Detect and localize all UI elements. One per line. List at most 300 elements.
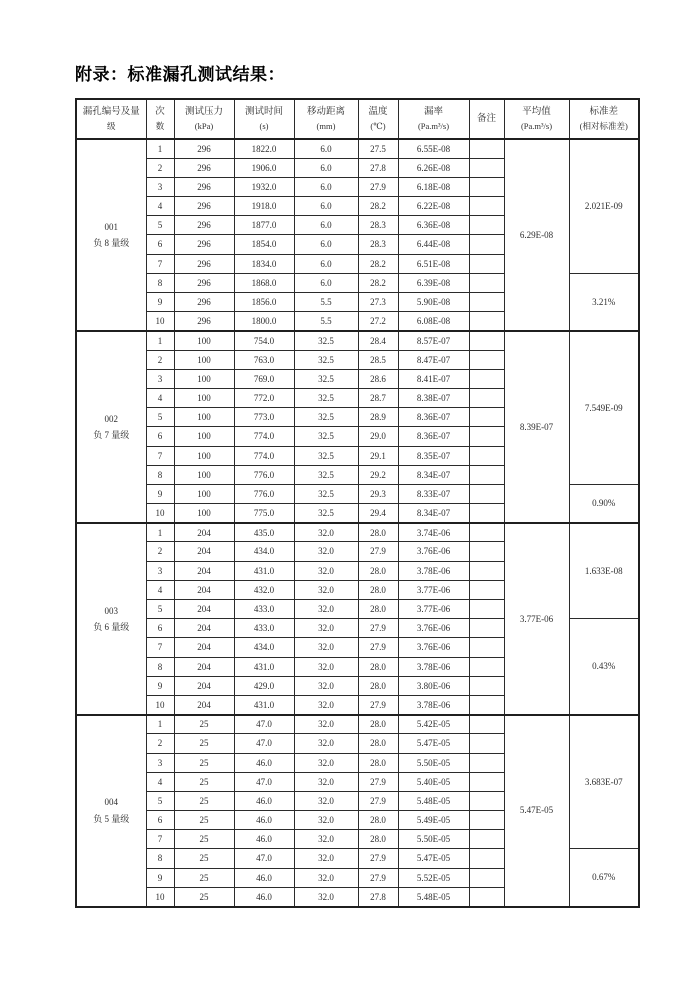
cell-note	[469, 772, 504, 791]
cell-temperature: 27.9	[358, 772, 398, 791]
cell-distance: 32.0	[294, 638, 358, 657]
cell-temperature: 27.8	[358, 887, 398, 906]
cell-pressure: 204	[174, 619, 234, 638]
col-header-stddev-label2: (相对标准差)	[579, 120, 628, 131]
cell-note	[469, 216, 504, 235]
cell-rate: 5.47E-05	[398, 734, 469, 753]
cell-index: 2	[146, 350, 174, 369]
cell-temperature: 28.0	[358, 830, 398, 849]
cell-rate: 8.36E-07	[398, 427, 469, 446]
cell-rate: 3.78E-06	[398, 561, 469, 580]
cell-note	[469, 350, 504, 369]
cell-rate: 5.42E-05	[398, 715, 469, 734]
cell-note	[469, 465, 504, 484]
cell-note	[469, 791, 504, 810]
cell-index: 9	[146, 676, 174, 695]
cell-index: 1	[146, 139, 174, 158]
cell-average: 6.29E-08	[504, 139, 569, 331]
cell-distance: 32.0	[294, 868, 358, 887]
group-label-cell	[76, 523, 146, 715]
cell-time: 435.0	[234, 523, 294, 542]
cell-index: 8	[146, 273, 174, 292]
cell-pressure: 204	[174, 561, 234, 580]
cell-rel-std-dev: 0.90%	[569, 484, 639, 522]
cell-temperature: 29.0	[358, 427, 398, 446]
cell-index: 6	[146, 427, 174, 446]
cell-rate: 5.90E-08	[398, 293, 469, 312]
cell-rate: 6.26E-08	[398, 158, 469, 177]
cell-distance: 6.0	[294, 177, 358, 196]
cell-rel-std-dev: 0.43%	[569, 619, 639, 715]
cell-rel-std-dev: 0.67%	[569, 849, 639, 907]
cell-distance: 32.0	[294, 542, 358, 561]
cell-temperature: 27.5	[358, 139, 398, 158]
cell-note	[469, 600, 504, 619]
cell-temperature: 27.9	[358, 849, 398, 868]
col-header-group-label: 漏孔编号及量	[82, 106, 140, 117]
cell-temperature: 28.3	[358, 235, 398, 254]
cell-pressure: 100	[174, 369, 234, 388]
group-id: 002	[104, 413, 118, 424]
cell-note	[469, 715, 504, 734]
cell-note	[469, 427, 504, 446]
cell-note	[469, 753, 504, 772]
cell-pressure: 25	[174, 791, 234, 810]
cell-distance: 32.0	[294, 580, 358, 599]
cell-pressure: 204	[174, 600, 234, 619]
col-header-note-label: 备注	[476, 113, 496, 124]
cell-time: 1856.0	[234, 293, 294, 312]
leak-test-results-table	[75, 98, 640, 908]
cell-note	[469, 849, 504, 868]
cell-time: 433.0	[234, 600, 294, 619]
cell-distance: 5.5	[294, 312, 358, 331]
cell-rate: 3.74E-06	[398, 523, 469, 542]
cell-rate: 3.78E-06	[398, 657, 469, 676]
cell-index: 6	[146, 811, 174, 830]
cell-temperature: 28.0	[358, 600, 398, 619]
cell-rate: 6.18E-08	[398, 177, 469, 196]
cell-note	[469, 734, 504, 753]
col-header-group-label2: 级	[106, 120, 116, 131]
cell-pressure: 204	[174, 657, 234, 676]
cell-note	[469, 369, 504, 388]
cell-time: 431.0	[234, 695, 294, 714]
cell-rate: 8.38E-07	[398, 388, 469, 407]
cell-index: 10	[146, 504, 174, 523]
cell-time: 774.0	[234, 427, 294, 446]
cell-rate: 5.48E-05	[398, 791, 469, 810]
group-id: 001	[104, 221, 118, 232]
cell-distance: 32.0	[294, 619, 358, 638]
cell-temperature: 27.2	[358, 312, 398, 331]
cell-note	[469, 235, 504, 254]
cell-pressure: 100	[174, 331, 234, 350]
cell-rate: 5.47E-05	[398, 849, 469, 868]
cell-time: 47.0	[234, 715, 294, 734]
cell-time: 1854.0	[234, 235, 294, 254]
cell-temperature: 27.9	[358, 868, 398, 887]
group-magnitude: 负 5 量级	[93, 813, 130, 824]
cell-distance: 32.0	[294, 887, 358, 906]
cell-index: 5	[146, 408, 174, 427]
cell-index: 8	[146, 849, 174, 868]
cell-time: 1932.0	[234, 177, 294, 196]
cell-time: 46.0	[234, 887, 294, 906]
cell-index: 1	[146, 715, 174, 734]
cell-index: 5	[146, 216, 174, 235]
col-header-time-unit: (s)	[259, 120, 269, 131]
cell-pressure: 296	[174, 235, 234, 254]
cell-time: 769.0	[234, 369, 294, 388]
cell-temperature: 28.6	[358, 369, 398, 388]
cell-rate: 8.33E-07	[398, 484, 469, 503]
group-label-cell	[76, 331, 146, 523]
col-header-average-unit: (Pa.m³/s)	[520, 120, 553, 131]
cell-index: 4	[146, 197, 174, 216]
cell-distance: 32.0	[294, 849, 358, 868]
cell-distance: 6.0	[294, 139, 358, 158]
cell-time: 46.0	[234, 830, 294, 849]
cell-note	[469, 139, 504, 158]
group-label-cell	[76, 139, 146, 331]
cell-index: 1	[146, 331, 174, 350]
col-header-distance-unit: (mm)	[316, 120, 336, 131]
col-header-index	[146, 99, 174, 139]
cell-temperature: 29.1	[358, 446, 398, 465]
cell-time: 774.0	[234, 446, 294, 465]
col-header-rate-unit: (Pa.m³/s)	[417, 120, 450, 131]
cell-temperature: 27.9	[358, 542, 398, 561]
cell-index: 9	[146, 293, 174, 312]
cell-rate: 5.48E-05	[398, 887, 469, 906]
cell-pressure: 100	[174, 504, 234, 523]
col-header-temperature-unit: (℃)	[370, 120, 386, 131]
cell-index: 5	[146, 791, 174, 810]
table-body	[76, 139, 639, 907]
cell-rate: 6.51E-08	[398, 254, 469, 273]
cell-index: 10	[146, 695, 174, 714]
group-label-cell	[76, 715, 146, 907]
cell-distance: 32.0	[294, 523, 358, 542]
cell-time: 46.0	[234, 868, 294, 887]
cell-index: 2	[146, 158, 174, 177]
cell-time: 1906.0	[234, 158, 294, 177]
cell-temperature: 28.0	[358, 523, 398, 542]
col-header-pressure-label: 测试压力	[184, 106, 223, 117]
cell-rate: 3.76E-06	[398, 542, 469, 561]
cell-temperature: 28.0	[358, 561, 398, 580]
cell-pressure: 296	[174, 197, 234, 216]
cell-time: 433.0	[234, 619, 294, 638]
cell-pressure: 296	[174, 312, 234, 331]
cell-rate: 6.22E-08	[398, 197, 469, 216]
cell-pressure: 296	[174, 254, 234, 273]
cell-index: 3	[146, 369, 174, 388]
cell-index: 10	[146, 887, 174, 906]
cell-rate: 6.08E-08	[398, 312, 469, 331]
cell-index: 2	[146, 734, 174, 753]
cell-note	[469, 254, 504, 273]
cell-index: 7	[146, 638, 174, 657]
group-id: 004	[104, 797, 118, 808]
cell-temperature: 29.3	[358, 484, 398, 503]
cell-temperature: 28.0	[358, 734, 398, 753]
col-header-time	[234, 99, 294, 139]
cell-rate: 6.36E-08	[398, 216, 469, 235]
cell-index: 6	[146, 619, 174, 638]
cell-pressure: 25	[174, 715, 234, 734]
cell-time: 772.0	[234, 388, 294, 407]
cell-distance: 32.0	[294, 811, 358, 830]
cell-pressure: 25	[174, 849, 234, 868]
cell-distance: 32.0	[294, 676, 358, 695]
cell-note	[469, 811, 504, 830]
cell-time: 434.0	[234, 638, 294, 657]
cell-pressure: 296	[174, 139, 234, 158]
cell-temperature: 27.9	[358, 791, 398, 810]
col-header-temperature	[358, 99, 398, 139]
cell-distance: 32.5	[294, 350, 358, 369]
cell-temperature: 28.4	[358, 331, 398, 350]
cell-rate: 5.49E-05	[398, 811, 469, 830]
cell-pressure: 25	[174, 830, 234, 849]
cell-temperature: 28.0	[358, 811, 398, 830]
cell-time: 1868.0	[234, 273, 294, 292]
table-row	[76, 139, 639, 158]
cell-time: 775.0	[234, 504, 294, 523]
group-id: 003	[104, 605, 118, 616]
cell-temperature: 27.9	[358, 638, 398, 657]
cell-note	[469, 676, 504, 695]
cell-time: 1822.0	[234, 139, 294, 158]
cell-index: 10	[146, 312, 174, 331]
cell-std-dev: 2.021E-09	[569, 139, 639, 273]
col-header-average-label: 平均值	[522, 106, 551, 117]
col-header-index-label: 次	[155, 106, 165, 117]
col-header-group	[76, 99, 146, 139]
cell-rel-std-dev: 3.21%	[569, 273, 639, 331]
cell-note	[469, 388, 504, 407]
cell-rate: 8.47E-07	[398, 350, 469, 369]
cell-pressure: 100	[174, 484, 234, 503]
cell-index: 8	[146, 465, 174, 484]
cell-distance: 6.0	[294, 235, 358, 254]
group-magnitude: 负 7 量级	[93, 429, 130, 440]
col-header-distance	[294, 99, 358, 139]
cell-rate: 6.39E-08	[398, 273, 469, 292]
cell-distance: 32.0	[294, 830, 358, 849]
cell-note	[469, 293, 504, 312]
cell-distance: 32.5	[294, 331, 358, 350]
cell-temperature: 27.9	[358, 695, 398, 714]
cell-rate: 8.57E-07	[398, 331, 469, 350]
cell-pressure: 100	[174, 408, 234, 427]
cell-distance: 6.0	[294, 197, 358, 216]
table-header	[76, 99, 639, 139]
cell-distance: 32.0	[294, 657, 358, 676]
cell-pressure: 204	[174, 676, 234, 695]
col-header-pressure-unit: (kPa)	[194, 120, 214, 131]
col-header-distance-label: 移动距离	[306, 106, 345, 117]
cell-time: 431.0	[234, 657, 294, 676]
cell-temperature: 29.2	[358, 465, 398, 484]
cell-index: 7	[146, 830, 174, 849]
cell-temperature: 28.2	[358, 254, 398, 273]
cell-index: 7	[146, 254, 174, 273]
cell-rate: 5.50E-05	[398, 830, 469, 849]
cell-distance: 6.0	[294, 216, 358, 235]
cell-index: 4	[146, 772, 174, 791]
cell-index: 6	[146, 235, 174, 254]
cell-distance: 32.0	[294, 695, 358, 714]
cell-temperature: 27.9	[358, 619, 398, 638]
cell-distance: 6.0	[294, 158, 358, 177]
cell-std-dev: 1.633E-08	[569, 523, 639, 619]
cell-pressure: 204	[174, 638, 234, 657]
cell-temperature: 28.9	[358, 408, 398, 427]
cell-index: 8	[146, 657, 174, 676]
cell-temperature: 29.4	[358, 504, 398, 523]
cell-note	[469, 523, 504, 542]
cell-distance: 6.0	[294, 254, 358, 273]
cell-pressure: 100	[174, 350, 234, 369]
cell-index: 3	[146, 177, 174, 196]
cell-pressure: 100	[174, 427, 234, 446]
col-header-index-label2: 数	[155, 120, 165, 131]
page-title: 附录：标准漏孔测试结果：	[75, 65, 285, 84]
cell-pressure: 204	[174, 580, 234, 599]
cell-pressure: 204	[174, 523, 234, 542]
cell-distance: 32.0	[294, 734, 358, 753]
cell-time: 1800.0	[234, 312, 294, 331]
cell-note	[469, 830, 504, 849]
table-row	[76, 523, 639, 542]
cell-note	[469, 331, 504, 350]
cell-index: 2	[146, 542, 174, 561]
cell-pressure: 296	[174, 216, 234, 235]
cell-time: 754.0	[234, 331, 294, 350]
cell-time: 1918.0	[234, 197, 294, 216]
cell-temperature: 28.2	[358, 273, 398, 292]
col-header-note	[469, 99, 504, 139]
cell-rate: 3.77E-06	[398, 600, 469, 619]
cell-distance: 32.0	[294, 772, 358, 791]
cell-pressure: 296	[174, 273, 234, 292]
cell-time: 434.0	[234, 542, 294, 561]
cell-pressure: 25	[174, 772, 234, 791]
col-header-pressure	[174, 99, 234, 139]
cell-time: 1834.0	[234, 254, 294, 273]
cell-note	[469, 638, 504, 657]
cell-pressure: 25	[174, 753, 234, 772]
cell-time: 1877.0	[234, 216, 294, 235]
col-header-time-label: 测试时间	[244, 106, 283, 117]
table-row	[76, 331, 639, 350]
cell-time: 46.0	[234, 811, 294, 830]
cell-index: 1	[146, 523, 174, 542]
cell-pressure: 296	[174, 177, 234, 196]
cell-pressure: 100	[174, 388, 234, 407]
cell-distance: 32.0	[294, 791, 358, 810]
cell-pressure: 296	[174, 293, 234, 312]
cell-distance: 32.5	[294, 484, 358, 503]
cell-time: 429.0	[234, 676, 294, 695]
cell-index: 9	[146, 484, 174, 503]
col-header-stddev	[569, 99, 639, 139]
cell-note	[469, 504, 504, 523]
cell-temperature: 28.0	[358, 657, 398, 676]
cell-time: 47.0	[234, 772, 294, 791]
cell-std-dev: 3.683E-07	[569, 715, 639, 849]
cell-time: 763.0	[234, 350, 294, 369]
cell-pressure: 25	[174, 811, 234, 830]
cell-distance: 32.0	[294, 753, 358, 772]
cell-rate: 5.40E-05	[398, 772, 469, 791]
cell-average: 8.39E-07	[504, 331, 569, 523]
col-header-rate-label: 漏率	[423, 106, 443, 117]
cell-time: 46.0	[234, 753, 294, 772]
cell-rate: 3.78E-06	[398, 695, 469, 714]
cell-average: 3.77E-06	[504, 523, 569, 715]
cell-note	[469, 273, 504, 292]
cell-std-dev: 7.549E-09	[569, 331, 639, 485]
cell-note	[469, 312, 504, 331]
cell-time: 431.0	[234, 561, 294, 580]
cell-rate: 8.41E-07	[398, 369, 469, 388]
col-header-stddev-label: 标准差	[589, 106, 618, 117]
cell-note	[469, 484, 504, 503]
cell-rate: 8.34E-07	[398, 504, 469, 523]
cell-note	[469, 887, 504, 906]
cell-pressure: 25	[174, 868, 234, 887]
cell-temperature: 27.3	[358, 293, 398, 312]
cell-rate: 3.76E-06	[398, 638, 469, 657]
cell-time: 47.0	[234, 734, 294, 753]
cell-index: 4	[146, 580, 174, 599]
cell-note	[469, 542, 504, 561]
cell-rate: 3.76E-06	[398, 619, 469, 638]
cell-note	[469, 561, 504, 580]
col-header-temperature-label: 温度	[368, 106, 388, 117]
cell-distance: 6.0	[294, 273, 358, 292]
cell-temperature: 28.2	[358, 197, 398, 216]
cell-time: 47.0	[234, 849, 294, 868]
cell-distance: 32.0	[294, 561, 358, 580]
cell-index: 4	[146, 388, 174, 407]
cell-note	[469, 408, 504, 427]
cell-pressure: 100	[174, 446, 234, 465]
cell-rate: 6.55E-08	[398, 139, 469, 158]
cell-temperature: 28.0	[358, 753, 398, 772]
cell-distance: 5.5	[294, 293, 358, 312]
group-magnitude: 负 6 量级	[93, 621, 130, 632]
cell-note	[469, 158, 504, 177]
cell-note	[469, 177, 504, 196]
cell-rate: 3.77E-06	[398, 580, 469, 599]
cell-index: 7	[146, 446, 174, 465]
cell-distance: 32.5	[294, 427, 358, 446]
cell-pressure: 204	[174, 542, 234, 561]
cell-index: 9	[146, 868, 174, 887]
cell-time: 776.0	[234, 484, 294, 503]
cell-average: 5.47E-05	[504, 715, 569, 907]
cell-index: 3	[146, 561, 174, 580]
cell-index: 5	[146, 600, 174, 619]
group-magnitude: 负 8 量级	[93, 237, 130, 248]
cell-pressure: 204	[174, 695, 234, 714]
cell-pressure: 25	[174, 734, 234, 753]
